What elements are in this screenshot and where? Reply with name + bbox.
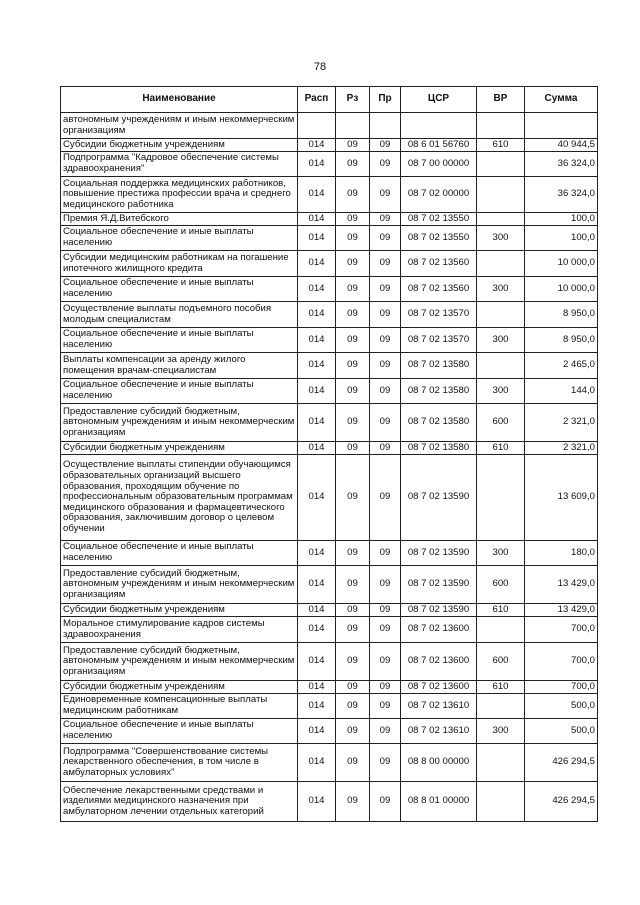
cell-name: Обеспечение лекарственными средствами и изделиями медицинского назначения при амбулаторном лечении отдельных категорий bbox=[61, 782, 298, 822]
cell-rasp: 014 bbox=[298, 277, 336, 302]
cell-pr: 09 bbox=[370, 617, 401, 643]
cell-pr: 09 bbox=[370, 782, 401, 822]
cell-name: Социальное обеспечение и иные выплаты населению bbox=[61, 541, 298, 566]
cell-pr: 09 bbox=[370, 251, 401, 277]
cell-rasp: 014 bbox=[298, 152, 336, 177]
table-row bbox=[61, 379, 598, 404]
cell-rz: 09 bbox=[336, 681, 370, 694]
cell-rz: 09 bbox=[336, 455, 370, 541]
cell-csr: 08 7 02 13590 bbox=[401, 566, 477, 604]
header-pr: Пр bbox=[370, 87, 401, 113]
cell-rasp: 014 bbox=[298, 404, 336, 442]
table-row bbox=[61, 617, 598, 643]
cell-sum bbox=[525, 113, 598, 139]
cell-sum: 40 944,5 bbox=[525, 139, 598, 152]
cell-rasp: 014 bbox=[298, 541, 336, 566]
cell-rz: 09 bbox=[336, 566, 370, 604]
cell-rz: 09 bbox=[336, 404, 370, 442]
cell-rz: 09 bbox=[336, 328, 370, 353]
table-row bbox=[61, 139, 598, 152]
cell-sum: 426 294,5 bbox=[525, 782, 598, 822]
cell-pr: 09 bbox=[370, 455, 401, 541]
cell-sum: 13 429,0 bbox=[525, 604, 598, 617]
cell-pr: 09 bbox=[370, 681, 401, 694]
cell-rz: 09 bbox=[336, 139, 370, 152]
cell-sum: 500,0 bbox=[525, 694, 598, 719]
cell-pr: 09 bbox=[370, 541, 401, 566]
cell-sum: 100,0 bbox=[525, 213, 598, 226]
cell-name: Подпрограмма "Кадровое обеспечение системы здравоохранения" bbox=[61, 152, 298, 177]
cell-rz: 09 bbox=[336, 302, 370, 328]
cell-vr bbox=[477, 353, 525, 379]
header-vr: ВР bbox=[477, 87, 525, 113]
cell-vr: 600 bbox=[477, 643, 525, 681]
table-row bbox=[61, 328, 598, 353]
cell-vr: 300 bbox=[477, 328, 525, 353]
table-body bbox=[61, 113, 598, 822]
page-number: 78 bbox=[313, 61, 327, 73]
cell-rasp: 014 bbox=[298, 442, 336, 455]
cell-sum: 100,0 bbox=[525, 226, 598, 251]
table-header-row bbox=[61, 87, 598, 113]
cell-rz bbox=[336, 113, 370, 139]
cell-rasp: 014 bbox=[298, 353, 336, 379]
table-row bbox=[61, 152, 598, 177]
cell-rz: 09 bbox=[336, 694, 370, 719]
cell-csr: 08 7 02 00000 bbox=[401, 177, 477, 213]
cell-vr bbox=[477, 455, 525, 541]
cell-sum: 700,0 bbox=[525, 643, 598, 681]
cell-csr: 08 7 00 00000 bbox=[401, 152, 477, 177]
cell-csr: 08 7 02 13560 bbox=[401, 277, 477, 302]
cell-csr: 08 7 02 13590 bbox=[401, 455, 477, 541]
cell-rz: 09 bbox=[336, 177, 370, 213]
table-row bbox=[61, 719, 598, 744]
cell-vr: 300 bbox=[477, 226, 525, 251]
cell-rz: 09 bbox=[336, 353, 370, 379]
cell-vr: 600 bbox=[477, 566, 525, 604]
cell-name: Предоставление субсидий бюджетным, автономным учреждениям и иным некоммерческим организациям bbox=[61, 566, 298, 604]
cell-sum: 8 950,0 bbox=[525, 302, 598, 328]
cell-csr: 08 7 02 13610 bbox=[401, 719, 477, 744]
cell-csr: 08 7 02 13580 bbox=[401, 404, 477, 442]
cell-pr: 09 bbox=[370, 277, 401, 302]
cell-name: Субсидии медицинским работникам на погашение ипотечного жилищного кредита bbox=[61, 251, 298, 277]
cell-rasp: 014 bbox=[298, 566, 336, 604]
header-csr: ЦСР bbox=[401, 87, 477, 113]
cell-rasp bbox=[298, 113, 336, 139]
cell-vr: 610 bbox=[477, 681, 525, 694]
cell-csr: 08 6 01 56760 bbox=[401, 139, 477, 152]
header-rasp: Расп bbox=[298, 87, 336, 113]
cell-rasp: 014 bbox=[298, 213, 336, 226]
cell-csr: 08 7 02 13580 bbox=[401, 442, 477, 455]
cell-sum: 8 950,0 bbox=[525, 328, 598, 353]
cell-sum: 36 324,0 bbox=[525, 152, 598, 177]
cell-rz: 09 bbox=[336, 617, 370, 643]
cell-pr: 09 bbox=[370, 604, 401, 617]
cell-csr: 08 7 02 13600 bbox=[401, 681, 477, 694]
cell-vr: 300 bbox=[477, 277, 525, 302]
table-row bbox=[61, 744, 598, 782]
cell-rz: 09 bbox=[336, 251, 370, 277]
cell-pr: 09 bbox=[370, 744, 401, 782]
cell-rz: 09 bbox=[336, 604, 370, 617]
header-name: Наименование bbox=[61, 87, 298, 113]
cell-name: автономным учреждениям и иным некоммерческим организациям bbox=[61, 113, 298, 139]
cell-rasp: 014 bbox=[298, 139, 336, 152]
cell-name: Субсидии бюджетным учреждениям bbox=[61, 139, 298, 152]
cell-sum: 10 000,0 bbox=[525, 277, 598, 302]
cell-csr: 08 7 02 13550 bbox=[401, 213, 477, 226]
cell-csr: 08 8 01 00000 bbox=[401, 782, 477, 822]
cell-rasp: 014 bbox=[298, 681, 336, 694]
cell-sum: 700,0 bbox=[525, 617, 598, 643]
cell-name: Социальная поддержка медицинских работников, повышение престижа профессии врача и среднего медицинского работника bbox=[61, 177, 298, 213]
table-row bbox=[61, 213, 598, 226]
cell-pr: 09 bbox=[370, 379, 401, 404]
cell-csr bbox=[401, 113, 477, 139]
header-sum: Сумма bbox=[525, 87, 598, 113]
table-row bbox=[61, 782, 598, 822]
cell-name: Социальное обеспечение и иные выплаты населению bbox=[61, 719, 298, 744]
cell-pr: 09 bbox=[370, 442, 401, 455]
cell-rasp: 014 bbox=[298, 226, 336, 251]
cell-vr bbox=[477, 177, 525, 213]
cell-name: Социальное обеспечение и иные выплаты населению bbox=[61, 226, 298, 251]
cell-rasp: 014 bbox=[298, 177, 336, 213]
cell-rz: 09 bbox=[336, 643, 370, 681]
cell-sum: 2 321,0 bbox=[525, 442, 598, 455]
cell-rasp: 014 bbox=[298, 694, 336, 719]
table-row bbox=[61, 404, 598, 442]
cell-csr: 08 7 02 13580 bbox=[401, 379, 477, 404]
cell-pr: 09 bbox=[370, 152, 401, 177]
table-row bbox=[61, 541, 598, 566]
cell-name: Социальное обеспечение и иные выплаты населению bbox=[61, 379, 298, 404]
header-rz: Рз bbox=[336, 87, 370, 113]
cell-rasp: 014 bbox=[298, 617, 336, 643]
cell-rasp: 014 bbox=[298, 379, 336, 404]
cell-rz: 09 bbox=[336, 379, 370, 404]
cell-sum: 144,0 bbox=[525, 379, 598, 404]
table-row bbox=[61, 177, 598, 213]
cell-pr: 09 bbox=[370, 213, 401, 226]
cell-rz: 09 bbox=[336, 744, 370, 782]
cell-rz: 09 bbox=[336, 541, 370, 566]
table-row bbox=[61, 353, 598, 379]
cell-vr bbox=[477, 213, 525, 226]
cell-csr: 08 7 02 13610 bbox=[401, 694, 477, 719]
cell-sum: 700,0 bbox=[525, 681, 598, 694]
table-row bbox=[61, 643, 598, 681]
cell-name: Моральное стимулирование кадров системы здравоохранения bbox=[61, 617, 298, 643]
cell-csr: 08 8 00 00000 bbox=[401, 744, 477, 782]
table-row bbox=[61, 681, 598, 694]
cell-sum: 2 465,0 bbox=[525, 353, 598, 379]
cell-rz: 09 bbox=[336, 719, 370, 744]
cell-rz: 09 bbox=[336, 277, 370, 302]
cell-csr: 08 7 02 13600 bbox=[401, 643, 477, 681]
cell-pr: 09 bbox=[370, 643, 401, 681]
cell-pr: 09 bbox=[370, 177, 401, 213]
cell-csr: 08 7 02 13560 bbox=[401, 251, 477, 277]
cell-rz: 09 bbox=[336, 152, 370, 177]
cell-vr bbox=[477, 744, 525, 782]
cell-vr bbox=[477, 782, 525, 822]
cell-pr: 09 bbox=[370, 719, 401, 744]
cell-rasp: 014 bbox=[298, 719, 336, 744]
cell-vr: 300 bbox=[477, 379, 525, 404]
budget-table bbox=[60, 86, 598, 822]
cell-name: Субсидии бюджетным учреждениям bbox=[61, 442, 298, 455]
cell-vr: 600 bbox=[477, 404, 525, 442]
cell-rz: 09 bbox=[336, 213, 370, 226]
cell-pr: 09 bbox=[370, 404, 401, 442]
cell-vr bbox=[477, 302, 525, 328]
table-row bbox=[61, 566, 598, 604]
cell-pr: 09 bbox=[370, 328, 401, 353]
cell-sum: 426 294,5 bbox=[525, 744, 598, 782]
table-row bbox=[61, 604, 598, 617]
table-row bbox=[61, 442, 598, 455]
cell-sum: 13 429,0 bbox=[525, 566, 598, 604]
cell-rasp: 014 bbox=[298, 328, 336, 353]
cell-name: Социальное обеспечение и иные выплаты населению bbox=[61, 277, 298, 302]
cell-name: Осуществление выплаты подъемного пособия молодым специалистам bbox=[61, 302, 298, 328]
cell-pr: 09 bbox=[370, 139, 401, 152]
cell-name: Выплаты компенсации за аренду жилого помещения врачам-специалистам bbox=[61, 353, 298, 379]
cell-name: Подпрограмма "Совершенствование системы лекарственного обеспечения, в том числе в амбулаторных условиях" bbox=[61, 744, 298, 782]
cell-vr bbox=[477, 152, 525, 177]
cell-sum: 10 000,0 bbox=[525, 251, 598, 277]
cell-rasp: 014 bbox=[298, 251, 336, 277]
cell-sum: 180,0 bbox=[525, 541, 598, 566]
cell-vr bbox=[477, 113, 525, 139]
cell-name: Осуществление выплаты стипендии обучающимся образовательных организаций высшего образования, проходящим обучение по профессиональным образовательным программам медицинского образования и фармацевтического образования, заключившим договор о целевом обучении bbox=[61, 455, 298, 541]
cell-vr: 300 bbox=[477, 719, 525, 744]
table-row bbox=[61, 226, 598, 251]
cell-vr: 610 bbox=[477, 604, 525, 617]
cell-sum: 13 609,0 bbox=[525, 455, 598, 541]
table-row bbox=[61, 455, 598, 541]
cell-csr: 08 7 02 13590 bbox=[401, 541, 477, 566]
cell-pr: 09 bbox=[370, 302, 401, 328]
cell-rasp: 014 bbox=[298, 455, 336, 541]
cell-csr: 08 7 02 13600 bbox=[401, 617, 477, 643]
cell-sum: 36 324,0 bbox=[525, 177, 598, 213]
cell-sum: 2 321,0 bbox=[525, 404, 598, 442]
cell-csr: 08 7 02 13580 bbox=[401, 353, 477, 379]
table-row bbox=[61, 694, 598, 719]
cell-name: Премия Я.Д.Витебского bbox=[61, 213, 298, 226]
cell-name: Единовременные компенсационные выплаты медицинским работникам bbox=[61, 694, 298, 719]
cell-name: Субсидии бюджетным учреждениям bbox=[61, 604, 298, 617]
cell-pr: 09 bbox=[370, 226, 401, 251]
cell-sum: 500,0 bbox=[525, 719, 598, 744]
cell-rasp: 014 bbox=[298, 782, 336, 822]
cell-rz: 09 bbox=[336, 442, 370, 455]
cell-rasp: 014 bbox=[298, 302, 336, 328]
table-row bbox=[61, 113, 598, 139]
cell-name: Предоставление субсидий бюджетным, автономным учреждениям и иным некоммерческим организациям bbox=[61, 643, 298, 681]
cell-rz: 09 bbox=[336, 782, 370, 822]
cell-vr: 300 bbox=[477, 541, 525, 566]
table-row bbox=[61, 251, 598, 277]
cell-vr: 610 bbox=[477, 139, 525, 152]
table-row bbox=[61, 302, 598, 328]
cell-vr bbox=[477, 617, 525, 643]
cell-name: Субсидии бюджетным учреждениям bbox=[61, 681, 298, 694]
cell-rasp: 014 bbox=[298, 604, 336, 617]
cell-pr bbox=[370, 113, 401, 139]
cell-rasp: 014 bbox=[298, 744, 336, 782]
table-row bbox=[61, 277, 598, 302]
cell-pr: 09 bbox=[370, 353, 401, 379]
cell-csr: 08 7 02 13550 bbox=[401, 226, 477, 251]
cell-name: Предоставление субсидий бюджетным, автономным учреждениям и иным некоммерческим организациям bbox=[61, 404, 298, 442]
cell-vr: 610 bbox=[477, 442, 525, 455]
cell-csr: 08 7 02 13570 bbox=[401, 302, 477, 328]
cell-name: Социальное обеспечение и иные выплаты населению bbox=[61, 328, 298, 353]
cell-rasp: 014 bbox=[298, 643, 336, 681]
cell-pr: 09 bbox=[370, 694, 401, 719]
cell-vr bbox=[477, 251, 525, 277]
cell-pr: 09 bbox=[370, 566, 401, 604]
cell-rz: 09 bbox=[336, 226, 370, 251]
cell-csr: 08 7 02 13570 bbox=[401, 328, 477, 353]
cell-vr bbox=[477, 694, 525, 719]
cell-csr: 08 7 02 13590 bbox=[401, 604, 477, 617]
